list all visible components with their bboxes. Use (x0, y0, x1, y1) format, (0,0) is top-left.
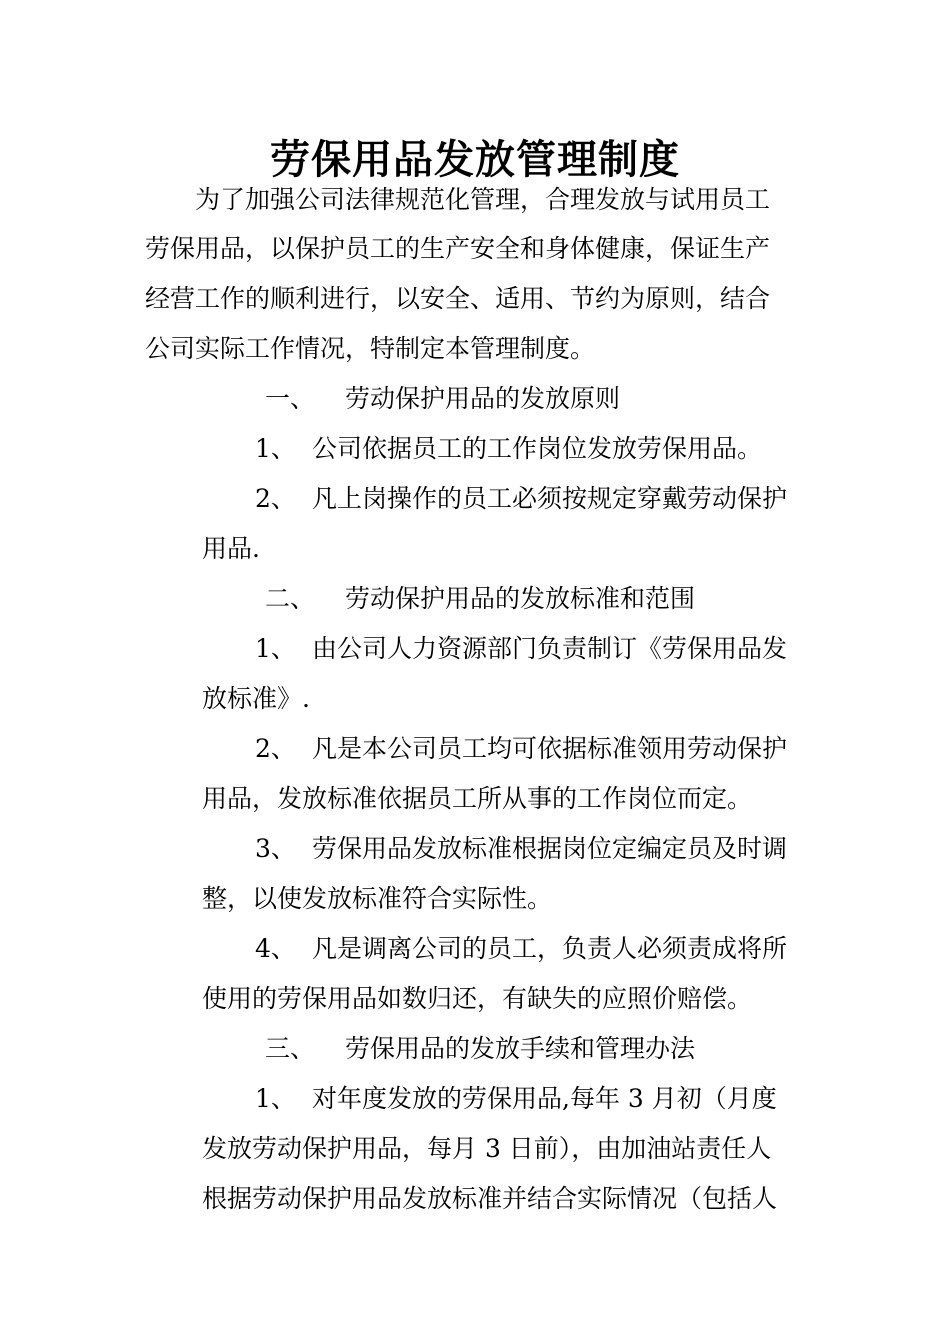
section-number: 一、 (265, 384, 316, 413)
item-number: 2、 (255, 734, 296, 763)
item-continuation: 用品，发放标准依据员工所从事的工作岗位而定。 (202, 784, 753, 813)
item-number: 3、 (255, 834, 296, 863)
item-text: 劳保用品发放标准根据岗位定编定员及时调 (312, 834, 788, 863)
intro-line: 劳保用品，以保护员工的生产安全和身体健康，保证生产 (145, 234, 771, 263)
section-number: 二、 (265, 584, 316, 613)
item-text: 凡是调离公司的员工，负责人必须责成将所 (312, 934, 788, 963)
intro-line: 公司实际工作情况，特制定本管理制度。 (145, 334, 596, 363)
item-continuation: 使用的劳保用品如数归还，有缺失的应照价赔偿。 (202, 984, 753, 1013)
item-number: 1、 (255, 434, 296, 463)
item-number: 1、 (255, 1084, 296, 1113)
item-continuation: 放标准》. (202, 684, 310, 713)
intro-line: 经营工作的顺利进行，以安全、适用、节约为原则，结合 (145, 284, 771, 313)
section-title: 劳动保护用品的发放原则 (345, 384, 621, 413)
item-number: 1、 (255, 634, 296, 663)
section-number: 三、 (265, 1034, 316, 1063)
item-number: 4、 (255, 934, 296, 963)
item-text: 由公司人力资源部门负责制订《劳保用品发 (312, 634, 788, 663)
intro-line: 为了加强公司法律规范化管理，合理发放与试用员工 (195, 185, 771, 214)
item-text: 凡上岗操作的员工必须按规定穿戴劳动保护 (312, 484, 788, 513)
item-continuation: 根据劳动保护用品发放标准并结合实际情况（包括人 (202, 1184, 778, 1213)
section-title: 劳动保护用品的发放标准和范围 (345, 584, 696, 613)
item-continuation: 用品. (202, 534, 260, 563)
document-title: 劳保用品发放管理制度 (270, 137, 680, 183)
item-text: 对年度发放的劳保用品,每年 3 月初（月度 (312, 1084, 777, 1113)
item-continuation: 整，以使发放标准符合实际性。 (202, 884, 553, 913)
item-number: 2、 (255, 484, 296, 513)
item-continuation: 发放劳动保护用品，每月 3 日前），由加油站责任人 (202, 1134, 772, 1163)
item-text: 凡是本公司员工均可依据标准领用劳动保护 (312, 734, 788, 763)
section-title: 劳保用品的发放手续和管理办法 (345, 1034, 696, 1063)
item-text: 公司依据员工的工作岗位发放劳保用品。 (312, 434, 763, 463)
